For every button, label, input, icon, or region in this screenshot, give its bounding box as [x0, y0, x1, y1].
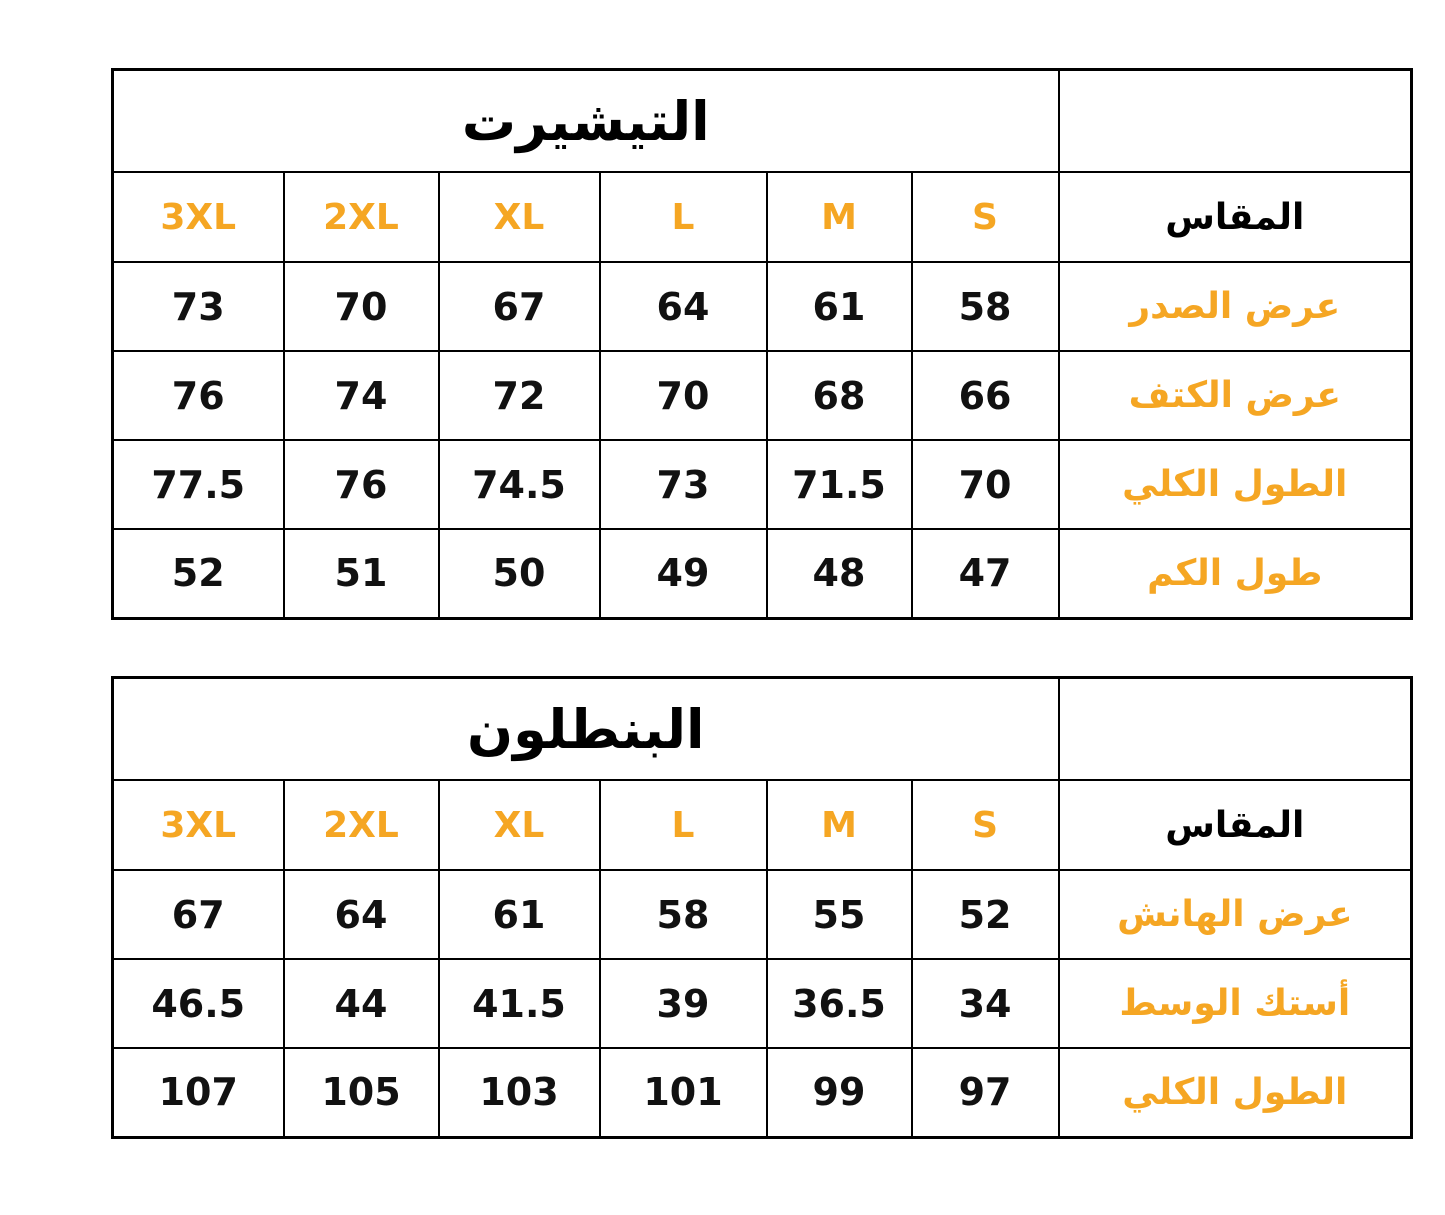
- tshirt-size-s: S: [912, 172, 1059, 262]
- pants-value: 99: [767, 1048, 912, 1137]
- tshirt-value: 51: [284, 529, 439, 618]
- table-row: [113, 959, 1412, 1048]
- tshirt-value: 68: [767, 351, 912, 440]
- tshirt-value: 48: [767, 529, 912, 618]
- tshirt-value: 70: [284, 262, 439, 351]
- pants-value: 39: [600, 959, 767, 1048]
- pants-value: 55: [767, 870, 912, 959]
- pants-corner-cell: [1059, 678, 1412, 781]
- table-row: [113, 1048, 1412, 1137]
- tshirt-size-header-row: [113, 172, 1412, 262]
- tshirt-row-label: الطول الكلي: [1059, 440, 1412, 529]
- table-row: [113, 440, 1412, 529]
- pants-size-header-row: [113, 780, 1412, 870]
- tshirt-value: 52: [113, 529, 284, 618]
- tshirt-row-label: طول الكم: [1059, 529, 1412, 618]
- tshirt-value: 50: [439, 529, 600, 618]
- pants-size-table: [111, 676, 1413, 1139]
- pants-size-xl: XL: [439, 780, 600, 870]
- pants-value: 41.5: [439, 959, 600, 1048]
- tshirt-row-label: عرض الصدر: [1059, 262, 1412, 351]
- pants-value: 58: [600, 870, 767, 959]
- tshirt-row-label: عرض الكتف: [1059, 351, 1412, 440]
- tshirt-value: 74: [284, 351, 439, 440]
- pants-title-row: [113, 678, 1412, 781]
- tshirt-value: 73: [113, 262, 284, 351]
- pants-size-3xl: 3XL: [113, 780, 284, 870]
- table-row: [113, 262, 1412, 351]
- tshirt-size-3xl: 3XL: [113, 172, 284, 262]
- pants-value: 64: [284, 870, 439, 959]
- pants-value: 101: [600, 1048, 767, 1137]
- tshirt-size-xl: XL: [439, 172, 600, 262]
- tshirt-value: 77.5: [113, 440, 284, 529]
- pants-size-m: M: [767, 780, 912, 870]
- tshirt-value: 73: [600, 440, 767, 529]
- tshirt-value: 64: [600, 262, 767, 351]
- tshirt-value: 61: [767, 262, 912, 351]
- pants-value: 97: [912, 1048, 1059, 1137]
- table-row: [113, 351, 1412, 440]
- tshirt-value: 67: [439, 262, 600, 351]
- pants-value: 107: [113, 1048, 284, 1137]
- tshirt-value: 66: [912, 351, 1059, 440]
- pants-size-2xl: 2XL: [284, 780, 439, 870]
- pants-row-label: عرض الهانش: [1059, 870, 1412, 959]
- pants-value: 61: [439, 870, 600, 959]
- pants-row-label: الطول الكلي: [1059, 1048, 1412, 1137]
- pants-value: 67: [113, 870, 284, 959]
- pants-title: البنطلون: [113, 678, 1059, 781]
- tshirt-size-m: M: [767, 172, 912, 262]
- tshirt-size-label: المقاس: [1059, 172, 1412, 262]
- tshirt-value: 76: [113, 351, 284, 440]
- tshirt-value: 70: [912, 440, 1059, 529]
- tshirt-title: التيشيرت: [113, 70, 1059, 173]
- tshirt-title-row: [113, 70, 1412, 173]
- tshirt-value: 58: [912, 262, 1059, 351]
- pants-value: 44: [284, 959, 439, 1048]
- pants-value: 34: [912, 959, 1059, 1048]
- tshirt-size-table: [111, 68, 1413, 620]
- tshirt-value: 76: [284, 440, 439, 529]
- tshirt-value: 72: [439, 351, 600, 440]
- tshirt-value: 74.5: [439, 440, 600, 529]
- pants-size-s: S: [912, 780, 1059, 870]
- tshirt-size-2xl: 2XL: [284, 172, 439, 262]
- tshirt-corner-cell: [1059, 70, 1412, 173]
- pants-row-label: أستك الوسط: [1059, 959, 1412, 1048]
- pants-size-label: المقاس: [1059, 780, 1412, 870]
- pants-value: 46.5: [113, 959, 284, 1048]
- pants-value: 105: [284, 1048, 439, 1137]
- pants-value: 36.5: [767, 959, 912, 1048]
- tshirt-size-l: L: [600, 172, 767, 262]
- tshirt-value: 70: [600, 351, 767, 440]
- tshirt-value: 47: [912, 529, 1059, 618]
- tshirt-value: 71.5: [767, 440, 912, 529]
- pants-size-l: L: [600, 780, 767, 870]
- pants-value: 52: [912, 870, 1059, 959]
- table-row: [113, 529, 1412, 618]
- tshirt-value: 49: [600, 529, 767, 618]
- pants-value: 103: [439, 1048, 600, 1137]
- table-row: [113, 870, 1412, 959]
